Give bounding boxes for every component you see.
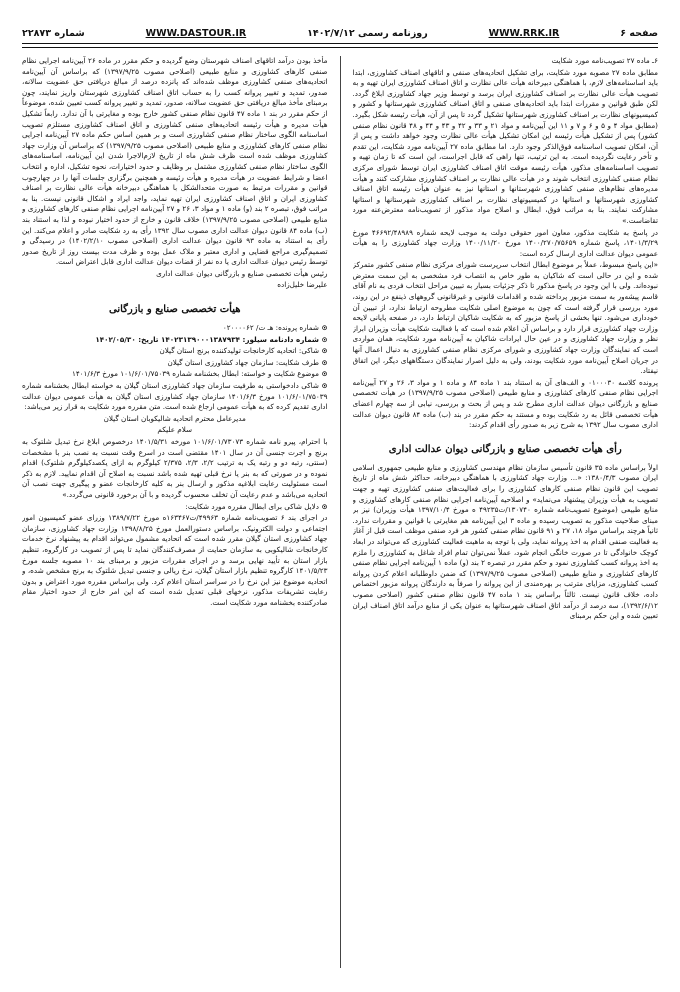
paragraph: اولاً براساس ماده ۳۵ قانون تأسیس سازمان نظام مهندسی کشاورزی و منابع طبیعی جمهوری اسلامی ایران مصوب ۱۳۸۰/۴/۳: «... وزارت جهاد کشاورزی با هماهنگی دبیرخانه، حداکثر شش ماه از تاریخ تصویب این قانون نظام صنفی کارهای کشاورزی را برای فعالیت‌های صنفی کشاورزی تهیه و جهت تصویب به هیأت وزیران پیشنهاد می‌نماید» و اصلاحیه آیین‌نامه اجرایی نظام صنفی کارهای کشاورزی و منابع طبیعی (موضوع تصویب‌نامه شماره ۱۳۰۷۴۰/ت۴۹۲۳۵ ه مورخ ۱۳۹۷/۱۰/۴ هیأت وزیران) نیز بر مبنای صلاحیت مذکور به تصویب رسیده و ماده ۳ این آیین‌نامه هم مغایرتی با قوانین و مقررات ندارد. ثانیاً هرچند براساس مواد ۱۸، ۲۷ و ۹۱ قانون نظام صنفی کشور هر فرد صنفی موظف است قبل از آغاز به فعالیت صنفی اقدام به اخذ پروانه نماید، ولی با توجه به ماهیت فعالیت کشاورزی که می‌تواند در ابعاد کوچک خانوادگی تا در صورت خانگی انجام شود، عملاً نمی‌توان تمام افراد شاغل به کشاورزی را ملزم به اخذ پروانه کسب کشاورزی نمود و حکم مقرر در تبصره ۲ بند (و) ماده ۱ آیین‌نامه اجرایی نظام صنفی کارهای کشاورزی و منابع طبیعی (اصلاحی مصوب ۱۳۹۷/۹/۲۵) که ضمن داوطلبانه اعلام کردن پروانه کسب کشاورزی، مزایای مترتب بر بهره‌مندی از این پروانه را صرفاً به دارندگان پروانه مزبور اختصاص داده، خلاف قانون نیست. ثالثاً براساس بند ۱ ماده ۴۷ قانون نظام صنفی کشور (اصلاحی مصوب ۱۳۹۲/۶/۱۲)، سه درصد از درآمد اتاق اصناف شهرستانها به عنوان یکی از منابع درآمد اتاق اصناف ایران تعیین شده و این حکم برمبنای xyxy=(352,462,658,621)
newspaper-date: روزنامه رسمی ۱۴۰۲/۷/۱۲ xyxy=(307,27,428,39)
defendant: ⊙ طرف شکایت: سازمان جهاد کشاورزی استان گیلان xyxy=(167,357,328,367)
paragraph: مأخذ بودن درآمد اتاقهای اصناف شهرستان وضع گردیده و حکم مقرر در ماده ۲۶ آیین‌نامه اجرایی نظام صنفی کارهای کشاورزی و منابع طبیعی (اصلاحی مصوب ۱۳۹۷/۹/۲۵) که براساس آن آیین‌نامه اتحادیه‌های صنفی کشاورزی موظف شده‌اند که پانزده درصد از مبالغ دریافتی حق عضویت سالانه، صدور، تمدید و تغییر پروانه کسب را به حساب اتاق اصناف کشاورزی شهرستان واریز نمایند، چون برمبنای مأخذ مبالغ دریافتی حق عضویت سالانه، صدور، تمدید و تغییر پروانه کسب تعیین شده، موضوعاً از حکم مقرر در بند ۱ ماده ۴۷ قانون نظام صنفی کشور خارج بوده و مغایرتی با آن ندارد. رابعاً تشکیل هیأت مدیره و هیأت رئیسه اتحادیه‌های صنفی کشاورزی و اتاق اصناف کشاورزی مستلزم تصویب اساسنامه الگوی ساختار نظام صنفی کشاورزی است و بر همین اساس حکم ماده ۲۷ آیین‌نامه اجرایی نظام صنفی کارهای کشاورزی و منابع طبیعی (اصلاحی مصوب ۱۳۹۷/۹/۲۵) که براساس آن وزارت جهاد کشاورزی موظف شده است ظرف شش ماه از تاریخ لازم‌الاجرا شدن این آیین‌نامه، اساسنامه‌های الگوی ساختار نظام صنفی کشاورزی مشتمل بر وظایف و حدود اختیارات، نحوه تشکیل، اداره و انتخاب اعضا و شرایط عضویت در هیأت مدیره و هیأت رئیسه و همچنین برگزاری جلسات آنها را در چهارچوب قوانین و مقررات مرتبط به صورت متحدالشکل با هماهنگی دبیرخانه هیأت عالی نظارت بر اصناف کشاورزی ایران و اتاق اصناف کشاورزی ایران تهیه نماید، واجد ایراد و اشکال قانونی نیست. بنا به مراتب فوق، تبصره ۲ بند (و) ماده ۱ و مواد ۳، ۲۶ و ۲۷ آیین‌نامه اجرایی نظام صنفی کارهای کشاورزی و منابع طبیعی (اصلاحی مصوب ۱۳۹۷/۹/۲۵) خلاف قانون و خارج از حدود اختیار نبوده و لذا به استناد بند (ب) ماده ۸۴ قانون دیوان عدالت اداری مصوب سال ۱۳۹۲ رأی به رد شکایت صادر و اعلام می‌کند. این رأی به استناد به ماده ۹۳ قانون دیوان عدالت اداری (اصلاحی مصوب ۱۴۰۲/۲/۱۰) در رسیدگی و تصمیم‌گیری مراجع قضایی و اداری معتبر و ملاک عمل بوده و ظرف مدت بیست روز از تاریخ صدور توسط رئیس دیوان عدالت اداری یا ده نفر از قضات دیوان عدالت اداری قابل اعتراض است. xyxy=(22,56,328,267)
plaintiff: ⊙ شاکی: اتحادیه کارخانجات تولیدکننده برنج استان گیلان xyxy=(159,346,328,356)
site-link-left[interactable]: WWW.DASTOUR.IR xyxy=(145,27,247,39)
ruling-heading: رأی هیأت تخصصی صنایع و بازرگانی دیوان عدالت اداری xyxy=(388,443,622,455)
signature-name: علیرضا خلیل‌زاده xyxy=(277,280,328,290)
section-opening: ۶ـ ماده ۲۷ تصویب‌نامه مورد شکایت xyxy=(551,56,658,65)
paragraph: مطابق ماده ۲۷ مصوبه مورد شکایت، برای تشکیل اتحادیه‌های صنفی و اتاقهای اصناف کشاورزی، ابتدا باید اساسنامه‌های لازم، با هماهنگی دبیرخانه هیأت عالی نظارت و اتاق اصناف کشاورزی ایران تهیه و به تصویب هیأت عالی نظارت بر اصناف کشاورزی ایران برسد و توسط وزیر جهاد کشاورزی ابلاغ گردد. لکن طبق قوانین و مقررات ابتدا باید اتحادیه‌های صنفی و اتاق اصناف کشاورزی شهرستانها و کشور و کمیسیونهای نظارت بر اصناف کشاورزی شهرستانها تشکیل گردد تا پس از آن، هیأت رئیسه شکل بگیرد. (مطابق مواد ۴ و ۵ و ۶ و ۷ و ۱۱ این آیین‌نامه و مواد ۲۱ و ۳۳ و ۴۲ و ۴۳ و ۴۴ و ۴۸ قانون نظام صنفی کشور) پس از تشکیل هیأت رئیسه این امکان تشکیل هیأت عالی نظارت وجود خواهد داشت و پس از آن، امکان تصویب اساسنامه فوق‌الذکر وجود دارد. اما مطابق ماده ۲۷ آیین‌نامه مورد شکایت، این تقدم و تأخر رعایت نگردیده است. به این ترتیب، تنها راهی که قابل اجراست، این است که تا زمان تهیه و تصویب اساسنامه‌های مذکور، هیأت رئیسه موقت اتاق اصناف کشاورزی ایران توسط شورای مرکزی نظام صنفی کشاورزی انتخاب شوند و در هیأت عالی نظارت بر اصناف کشاورزی مشارکت کنند و هیأت مدیره‌های نظام‌های صنفی کشاورزی شهرستانها و استانها نیز به عنوان هیأت رئیسه اتاق اصناف کشاورزی شهرستانها و استانها در کمیسیونهای نظارت بر اصناف کشاورزی شهرستانها و استانها مشارکت نمایند. بنا به مراتب فوق، ابطال و اصلاح مواد مذکور از تصویب‌نامه معترض‌عنه مورد تقاضاست.» xyxy=(352,67,658,225)
column-divider xyxy=(340,56,341,968)
paragraph: با احترام، پیرو نامه شماره ۱۰۱/۶/۰۱/۷۳۰۷۳ مورخه ۱۴۰۱/۵/۳۱ درخصوص ابلاغ نرخ تبدیل شلتوک به برنج و اجرت جنسی آن در سال ۱۴۰۱ مقتضی است در اسرع وقت نسبت به نصب بنر با مشخصات (سنتی، رتبه دو و رتبه یک به ترتیب ۲/۲، ۲/۳، ۲/۳۷۵ کیلوگرم به ازای یکصدکیلوگرم شلتوک) اقدام نموده و در صورتی که به بنر یا نرخ قبلی تهیه شده باشد نسبت به اصلاح آن اقدام نمایید. لازم به ذکر است مسئولیت رعایت ابلاغیه مذکور و ارسال بنر به کلیه کارخانجات عضو و پیگیری جهت نصب آن اتحادیه می‌باشد و عدم رعایت آن تخلف محسوب گردیده و با آن برخورد قانونی می‌گردد.» xyxy=(22,437,328,499)
article-columns xyxy=(22,56,658,968)
paragraph: ⊙ شاکی دادخواستی به طرفیت سازمان جهاد کشاورزی استان گیلان به خواسته ابطال بخشنامه شماره ۱۰۱/۶/۰۱/۷۵۰۳۹ مورخ ۱۴۰۱/۶/۳ سازمان جهاد کشاورزی استان گیلان به هیأت عمومی دیوان عدالت اداری تقدیم کرده که به هیأت عمومی ارجاع شده است. متن مقرره مورد شکایت به قرار زیر می‌باشد: xyxy=(22,381,328,412)
paragraph: پرونده کلاسه ۰۱۰۰۰۳۰ و الف‌های آن به استناد بند ۱ ماده ۸۴ و ماده ۱ و مواد ۳، ۲۶ و ۲۷ آیین‌نامه اجرایی نظام صنفی کارهای کشاورزی و منابع طبیعی (اصلاحی مصوب ۱۳۹۷/۹/۲۵) در هیأت تخصصی صنایع و بازرگانی دیوان عدالت اداری مطرح شد و پس از بحث و بررسی، نیابی از سه چهارم اعضای هیأت تخصصی قائل به رد شکایت بوده و مستند به حکم مقرر در بند (ب) ماده ۸۴ قانون دیوان عدالت اداری مصوب سال ۱۳۹۲ به شرح زیر به صدور رأی اقدام کردند: xyxy=(352,377,658,430)
header-rule xyxy=(22,43,658,44)
greeting: سلام علیکم xyxy=(157,425,193,435)
page-header xyxy=(22,24,658,42)
header-rule-thin xyxy=(22,47,658,48)
page-number: صفحه ۶ xyxy=(620,27,658,39)
paragraph: در اجرای بند ۶ تصویب‌نامه شماره ۴۹۹۶۳/ت۱۶۳۴۶۷ه مورخ ۱۳۸۹/۷/۲۲ وزرای عضو کمیسیون امور اجتماعی و دولت الکترونیک، براساس دستورالعمل مورخ ۱۳۹۸/۸/۲۵ وزارت جهاد کشاورزی، سازمان جهاد کشاورزی استان گیلان مقرر شده است که اتحادیه مشمول می‌تواند اقدام به پیشنهاد نرخ خدمات کارخانجات شالیکوبی به سازمان حمایت از مصرف‌کنندگان نماید تا پس از تصویب در کارگروه، تنظیم بازار استان به تأیید نهایی برسد و در اجرای مقررات مزبور و برمبنای بند ۱۰ مصوبه جلسه مورخ ۱۴۰۱/۵/۲۳ کارگروه تنظیم بازار استان گیلان، نرخ ریالی و جنسی تبدیل شلتوک به برنج مشخص شده، و اتحادیه موضوع نیز این نرخ را در سراسر استان اعلام کرد. ولی براساس مقرره مورد اعتراض و بدون رعایت تشریفات مذکور، نرخهای قبلی تعدیل شده است که این امر خارج از حدود اختیار مقام صادرکننده بخشنامه مورد شکایت است. xyxy=(22,513,328,607)
board-heading: هیأت تخصصی صنایع و بازرگانی xyxy=(109,304,241,316)
complaint-subject: ⊙ موضوع شکایت و خواسته: ابطال بخشنامه شماره ۱۰۱/۶/۰۱/۷۵۰۳۹ مورخ ۱۴۰۱/۶/۳ xyxy=(71,369,328,379)
left-column xyxy=(22,56,328,968)
paragraph: در پاسخ به شکایت مذکور، معاون امور حقوقی دولت به موجب لایحه شماره ۴۶۶۹۲/۴۸۹۸۹ مورخ ۱۴۰۱/۳/۲۹، پاسخ شماره ۱۴۰۰/۲۷۰/۷۵۶۵۹ مورخ ۱۴۰۰/۱۱/۲۰ وزارت جهاد کشاورزی را به هیأت عمومی دیوان عدالت اداری ارسال کرده است: xyxy=(352,227,658,258)
right-column xyxy=(353,56,659,968)
case-number: ⊙ شماره پرونده: هـ ت/ ۰۲۰۰۰۰۶۲ xyxy=(222,323,328,333)
verdict-number: ⊙ شماره دادنامه سیلور: ۱۴۰۲۳۱۳۹۰۰۰۱۳۸۷۹۳۴ تاریخ: ۱۴۰۲/۰۵/۳۰ xyxy=(95,334,328,344)
paragraph: «این پاسخ مبسوط، عملاً بر موضوع ابطال انتخاب سرپرست شورای مرکزی نظام صنفی کشور متمرکز شده و این در حالی است که شاکیان به طور خاص به انتصاب فرد مشخصی به این سمت معترض نبوده‌اند. ولی با این وجود در پاسخ مذکور تا ذکر جزئیات بسیار به تبیین مراحل انتخاب فردی به نام آقای قاسم پیشه‌ور به سمت مزبور پرداخته شده و اقدامات قانونی و غیرقانونی گروههای ذینفع در این روند، مورد بررسی قرار گرفته است که چون به موضوع اصلی شکایت مطروحه ارتباط ندارد، از تبیین آن خودداری می‌شود. تنها بخشی از پاسخ مزبور که به شکایت شاکیان ارتباط دارد، در صفحه پایانی لایحه وزارت جهاد کشاورزی قرار دارد و براساس آن اعلام شده است که با فعالیت شکایت هیأت وزیران ابراز نظر و وزارت جهاد کشاورزی و در عین حال ایرادات شاکیان به آیین‌نامه مورد شکایت، همان مواردی است که نمایندگان وزارت جهاد کشاورزی و شورای مرکزی نظام صنفی کشاورزی به دنبال اعمال آنها در جریان اصلاح آیین‌نامه مورد شکایت بودند، ولی به دلیل اصرار نمایندگان دستگاههای دیگر، این اتفاق نیفتاد. xyxy=(352,260,658,376)
site-link-right[interactable]: WWW.RRK.IR xyxy=(488,27,560,39)
paragraph: ⊙ دلایل شاکی برای ابطال مقرره مورد شکایت: xyxy=(185,501,328,511)
issue-number: شماره ۲۲۸۷۳ xyxy=(22,27,85,39)
addressee: مدیرعامل محترم اتحادیه شالیکوبان استان گیلان xyxy=(103,413,246,423)
signature-title: رئیس هیأت تخصصی صنایع و بازرگانی دیوان عدالت اداری xyxy=(156,268,328,278)
